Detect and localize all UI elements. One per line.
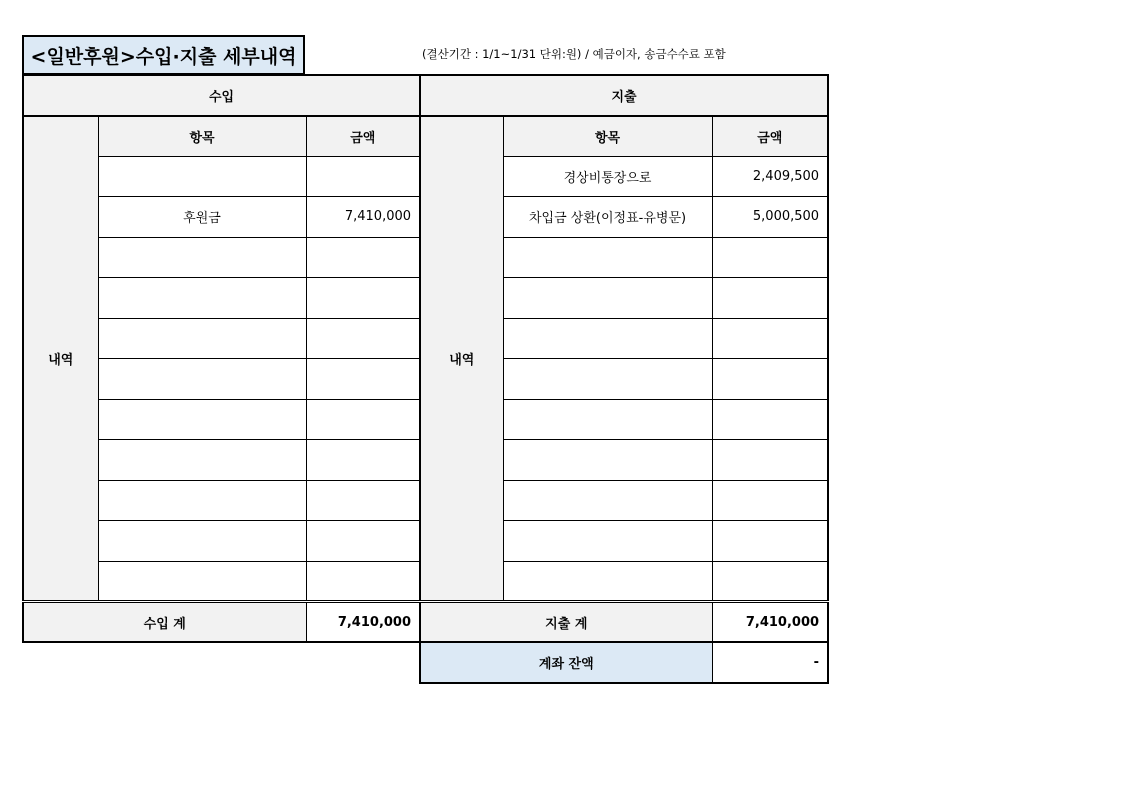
income-col-item: 항목 [98, 116, 306, 157]
expense-row-label: 내역 [420, 116, 503, 602]
expense-item-cell[interactable] [503, 237, 712, 278]
expense-amount-cell[interactable] [712, 399, 828, 440]
income-amount-cell[interactable] [306, 156, 420, 197]
statement-table-wrapper [22, 74, 827, 684]
expense-amount-cell[interactable] [712, 521, 828, 562]
income-item-cell[interactable] [98, 237, 306, 278]
income-item-cell[interactable] [98, 278, 306, 319]
expense-amount-cell[interactable] [712, 237, 828, 278]
expense-item-cell[interactable] [503, 480, 712, 521]
expense-item-cell[interactable] [503, 561, 712, 602]
income-col-amount: 금액 [306, 116, 420, 157]
expense-item-cell[interactable] [503, 440, 712, 481]
balance-value: - [712, 642, 828, 683]
income-amount-cell[interactable] [306, 521, 420, 562]
income-item-cell[interactable] [98, 521, 306, 562]
income-item-cell[interactable] [98, 561, 306, 602]
income-total-label: 수입 계 [23, 602, 306, 643]
expense-col-item: 항목 [503, 116, 712, 157]
sheet-title: <일반후원>수입·지출 세부내역 [22, 35, 305, 75]
income-amount-cell[interactable] [306, 440, 420, 481]
income-amount-cell[interactable] [306, 561, 420, 602]
income-row-label: 내역 [23, 116, 98, 602]
income-item-cell[interactable] [98, 359, 306, 400]
expense-item-cell[interactable] [503, 399, 712, 440]
income-amount-cell[interactable] [306, 278, 420, 319]
expense-total-value: 7,410,000 [712, 602, 828, 643]
income-header: 수입 [23, 75, 420, 116]
expense-item-cell[interactable]: 차입금 상환(이정표-유병문) [503, 197, 712, 238]
totals-row [23, 602, 828, 643]
expense-amount-cell[interactable] [712, 480, 828, 521]
expense-item-cell[interactable] [503, 359, 712, 400]
expense-item-cell[interactable] [503, 318, 712, 359]
expense-item-cell[interactable] [503, 521, 712, 562]
income-total-value: 7,410,000 [306, 602, 420, 643]
income-item-cell[interactable] [98, 440, 306, 481]
income-item-cell[interactable] [98, 156, 306, 197]
income-item-cell[interactable] [98, 480, 306, 521]
period-note: (결산기간 : 1/1~1/31 단위:원) / 예금이자, 송금수수료 포함 [422, 47, 726, 61]
expense-amount-cell[interactable]: 5,000,500 [712, 197, 828, 238]
balance-spacer [23, 642, 420, 683]
income-amount-cell[interactable] [306, 480, 420, 521]
income-item-cell[interactable] [98, 399, 306, 440]
expense-amount-cell[interactable] [712, 440, 828, 481]
balance-row [23, 642, 828, 683]
income-amount-cell[interactable]: 7,410,000 [306, 197, 420, 238]
expense-header: 지출 [420, 75, 828, 116]
income-amount-cell[interactable] [306, 237, 420, 278]
statement-table [22, 74, 829, 684]
balance-label: 계좌 잔액 [420, 642, 712, 683]
income-item-cell[interactable] [98, 318, 306, 359]
income-amount-cell[interactable] [306, 318, 420, 359]
expense-item-cell[interactable] [503, 278, 712, 319]
expense-col-amount: 금액 [712, 116, 828, 157]
expense-amount-cell[interactable] [712, 561, 828, 602]
income-amount-cell[interactable] [306, 399, 420, 440]
expense-item-cell[interactable]: 경상비통장으로 [503, 156, 712, 197]
expense-amount-cell[interactable] [712, 359, 828, 400]
expense-amount-cell[interactable] [712, 318, 828, 359]
income-item-cell[interactable]: 후원금 [98, 197, 306, 238]
income-amount-cell[interactable] [306, 359, 420, 400]
expense-total-label: 지출 계 [420, 602, 712, 643]
expense-amount-cell[interactable] [712, 278, 828, 319]
expense-amount-cell[interactable]: 2,409,500 [712, 156, 828, 197]
